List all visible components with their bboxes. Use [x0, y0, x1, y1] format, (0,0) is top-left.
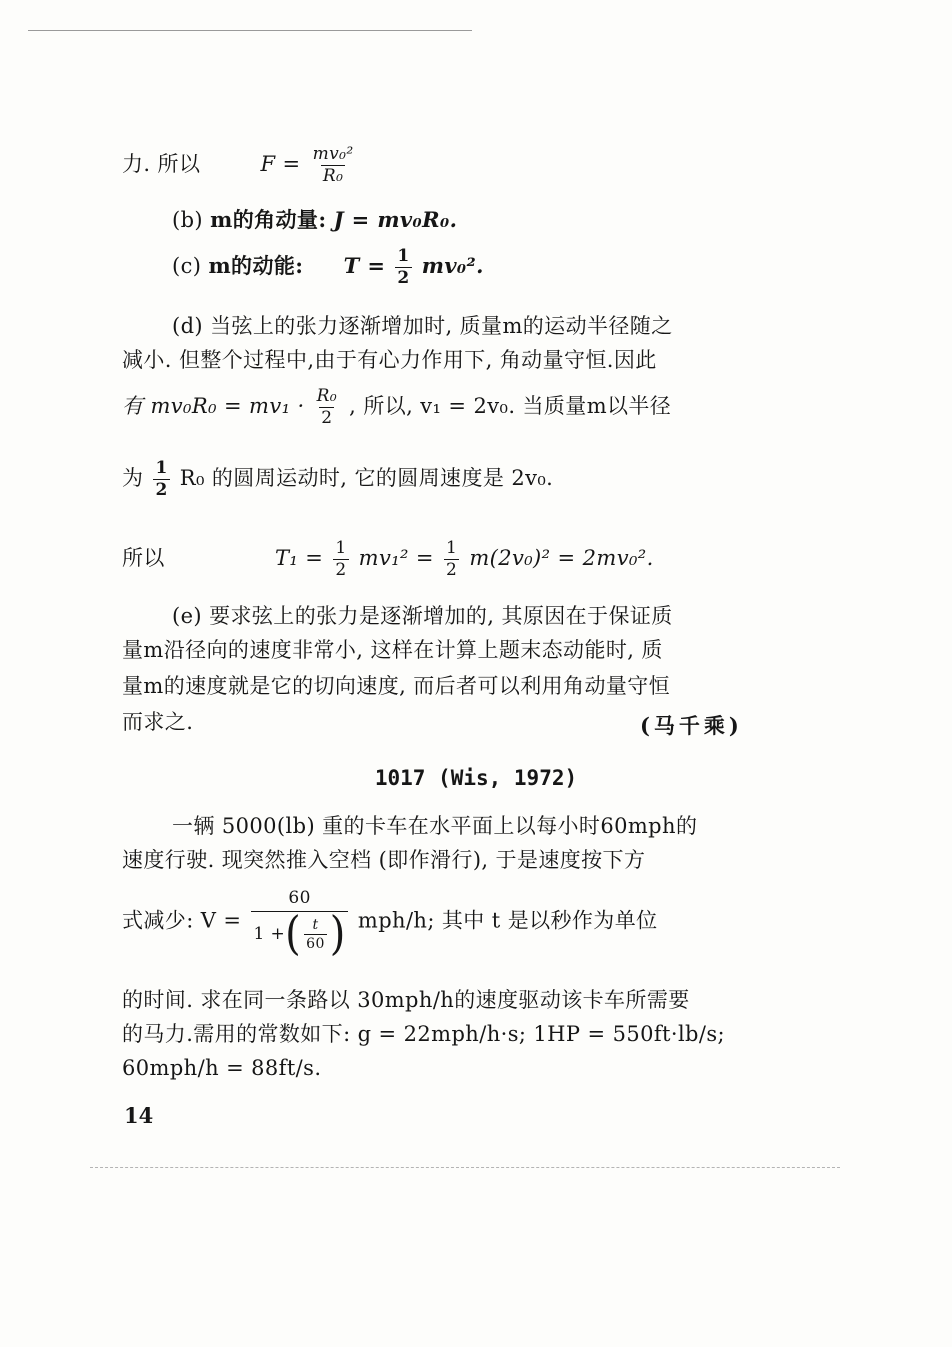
denominator-text: 1 + — [253, 923, 286, 944]
left-paren: ( — [285, 907, 302, 961]
math: J = mv₀R₀. — [333, 207, 458, 232]
top-rule — [28, 30, 472, 31]
text: m的角动量: — [210, 207, 327, 232]
text: m的动能: — [208, 253, 304, 278]
math: F = — [260, 152, 301, 176]
problem-line4: 的时间. 求在同一条路以 30mph/h的速度驱动该卡车所需要 — [122, 988, 690, 1012]
denominator: 2 — [335, 560, 347, 580]
denominator: 2 — [446, 560, 458, 580]
para-d-line4 — [122, 460, 553, 499]
para-e-line1: (e) 要求弦上的张力是逐渐增加的, 其原因在于保证质 — [172, 604, 673, 628]
text: 所以 — [122, 546, 165, 570]
problem-heading: 1017 (Wis, 1972) — [374, 766, 578, 790]
para-d-line3 — [122, 388, 671, 427]
numerator: 1 — [335, 538, 347, 558]
label: (b) — [172, 208, 204, 232]
problem-line6: 60mph/h = 88ft/s. — [122, 1056, 322, 1080]
para-d-line1: (d) 当弦上的张力逐渐增加时, 质量m的运动半径随之 — [172, 314, 673, 338]
fraction — [333, 540, 348, 579]
text: R₀ 的圆周运动时, 它的圆周速度是 2v₀. — [179, 466, 554, 490]
math: T₁ = — [274, 546, 324, 570]
problem-line5: 的马力.需用的常数如下: g = 22mph/h·s; 1HP = 550ft·lb/s; — [122, 1022, 726, 1046]
denominator: 2 — [321, 408, 333, 428]
inner-numerator: t — [312, 916, 319, 933]
numerator: R₀ — [316, 386, 338, 406]
right-paren: ) — [329, 907, 346, 961]
author-signature: (马千乘) — [640, 713, 743, 738]
bottom-rule — [90, 1167, 840, 1168]
inner-denominator: 60 — [306, 935, 325, 952]
fraction — [251, 888, 347, 961]
fraction — [153, 460, 169, 499]
text: 力. 所以 — [122, 152, 201, 176]
para-e-line2: 量m沿径向的速度非常小, 这样在计算上题末态动能时, 质 — [122, 638, 663, 662]
para-d-line2: 减小. 但整个过程中,由于有心力作用下, 角动量守恒.因此 — [122, 348, 657, 372]
denominator: R₀ — [322, 166, 344, 186]
para-e-line4: 而求之. — [122, 710, 194, 734]
para-e-line3: 量m的速度就是它的切向速度, 而后者可以利用角动量守恒 — [122, 674, 671, 698]
math: mv₁² = — [358, 546, 434, 570]
math: 有 mv₀R₀ = mv₁ · — [122, 394, 305, 418]
numerator: mv₀² — [312, 144, 354, 164]
math: mv₀². — [421, 253, 484, 278]
fraction — [444, 540, 459, 579]
math: m(2v₀)² = 2mv₀². — [469, 546, 654, 570]
numerator: 1 — [155, 458, 168, 478]
inner-fraction — [304, 918, 327, 951]
numerator: 60 — [288, 888, 311, 908]
problem-line1: 一辆 5000(lb) 重的卡车在水平面上以每小时60mph的 — [172, 814, 698, 838]
numerator: 1 — [446, 538, 458, 558]
part-b — [172, 206, 457, 234]
denominator: 2 — [155, 480, 168, 500]
text: mph/h; 其中 t 是以秒作为单位 — [357, 908, 658, 933]
fraction — [311, 146, 356, 185]
label: (c) — [172, 254, 202, 278]
problem-line3 — [122, 888, 658, 961]
page-number: 14 — [124, 1103, 154, 1128]
text: , 所以, v₁ = 2v₀. 当质量m以半径 — [349, 394, 672, 418]
fraction — [395, 248, 411, 287]
equation-kinetic-energy — [122, 540, 654, 579]
denominator — [251, 907, 347, 961]
text: 为 — [122, 466, 144, 490]
text: 式减少: V = — [122, 908, 242, 933]
part-c — [172, 248, 484, 287]
math: T = — [343, 253, 386, 278]
denominator: 2 — [397, 268, 410, 288]
equation-force — [122, 146, 359, 185]
problem-line2: 速度行驶. 现突然推入空档 (即作滑行), 于是速度按下方 — [122, 848, 646, 872]
fraction — [315, 388, 339, 427]
numerator: 1 — [397, 246, 410, 266]
